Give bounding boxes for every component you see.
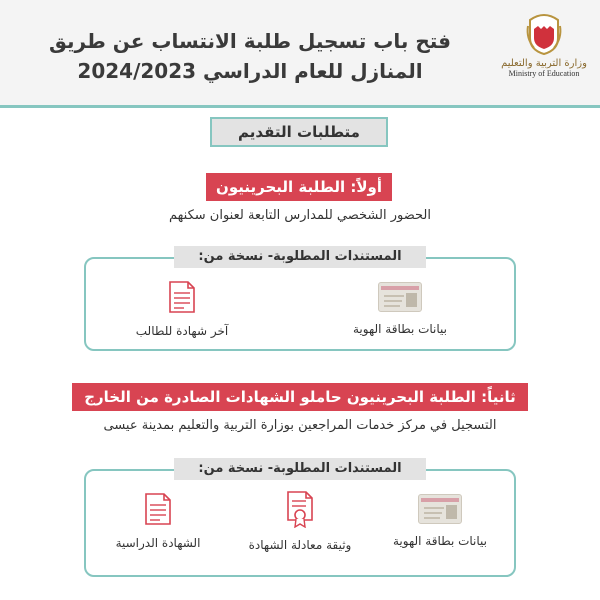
certificate-document-icon [168, 280, 196, 314]
certificate-seal-icon [286, 490, 314, 528]
section-title: متطلبات التقديم [210, 117, 388, 147]
second-doc-certificate-label: الشهادة الدراسية [115, 536, 201, 550]
first-doc-id-card [330, 282, 470, 336]
second-doc-certificate [88, 492, 228, 550]
first-doc-certificate [112, 280, 252, 338]
first-doc-certificate-label: آخر شهادة للطالب [135, 324, 229, 338]
first-group-label: أولاً: الطلبة البحرينيون [206, 173, 392, 201]
second-doc-equivalency-label: وثيقة معادلة الشهادة [248, 538, 352, 552]
header [0, 0, 600, 108]
second-group-description: التسجيل في مركز خدمات المراجعين بوزارة التربية والتعليم بمدينة عيسى [103, 418, 497, 433]
second-group-label: ثانياً: الطلبة البحرينيون حاملو الشهادات الصادرة من الخارج [72, 383, 528, 411]
id-card-icon [378, 282, 422, 312]
id-card-icon [418, 494, 462, 524]
page-title [30, 26, 470, 86]
logo-text-english: Ministry of Education [508, 69, 580, 78]
first-doc-id-card-label: بيانات بطاقة الهوية [352, 322, 448, 336]
second-doc-id-card [370, 494, 510, 548]
bahrain-emblem-icon [524, 12, 564, 56]
ministry-logo [498, 12, 590, 94]
second-documents-title: المستندات المطلوبة- نسخة من: [174, 458, 426, 480]
certificate-document-icon [144, 492, 172, 526]
title-line-1: فتح باب تسجيل طلبة الانتساب عن طريق [48, 29, 451, 53]
second-doc-id-card-label: بيانات بطاقة الهوية [392, 534, 488, 548]
second-doc-equivalency [230, 490, 370, 552]
first-documents-title: المستندات المطلوبة- نسخة من: [174, 246, 426, 268]
logo-text-arabic: وزارة التربية والتعليم [501, 58, 587, 69]
title-line-2: المنازل للعام الدراسي 2024/2023 [77, 59, 423, 83]
first-group-description: الحضور الشخصي للمدارس التابعة لعنوان سكنهم [169, 208, 431, 223]
